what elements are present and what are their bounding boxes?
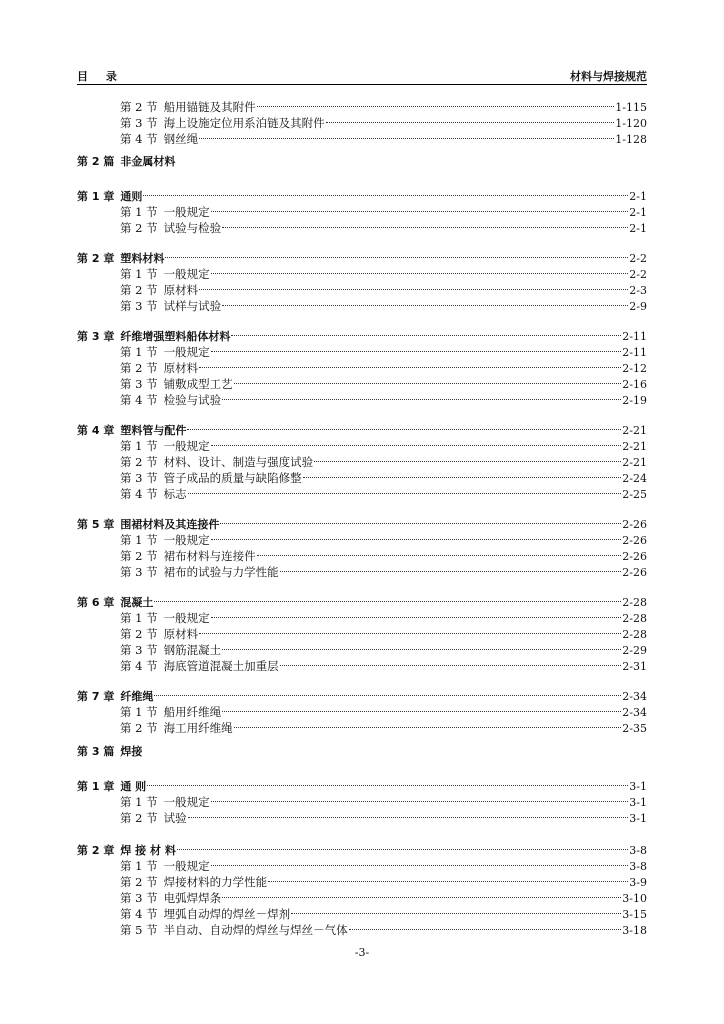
toc-entry-number: 第 4 节 — [120, 659, 158, 673]
toc-entry-title: 电弧焊焊条 — [163, 891, 222, 905]
header-left-title: 目 录 — [77, 70, 124, 83]
toc-dot-leader — [222, 384, 621, 400]
toc-section-entry — [120, 388, 647, 407]
toc-entry-title: 原材料 — [163, 627, 199, 641]
toc-entry-number: 第 1 节 — [120, 859, 158, 873]
toc-entry-title: 一般规定 — [163, 859, 210, 873]
toc-entry-number: 第 1 节 — [120, 345, 158, 359]
toc-dot-leader — [211, 850, 629, 866]
toc-dot-leader — [303, 462, 622, 478]
toc-entry-title: 标志 — [163, 487, 187, 501]
toc-entry-page: 3-1 — [629, 796, 647, 809]
toc-dot-leader — [222, 212, 628, 228]
toc-dot-leader — [222, 696, 621, 712]
toc-entry-page: 2-3 — [629, 284, 647, 297]
toc-dot-leader — [199, 618, 621, 634]
toc-entry-title: 焊接 — [120, 745, 143, 758]
toc-entry-title: 一般规定 — [163, 533, 210, 547]
toc-entry-title: 裙布的试验与力学性能 — [163, 565, 279, 579]
toc-dot-leader — [188, 478, 622, 494]
toc-dot-leader — [188, 802, 629, 818]
toc-entry-title: 原材料 — [163, 361, 199, 375]
toc-entry-title: 塑料材料 — [120, 252, 165, 265]
toc-entry-page: 3-15 — [622, 908, 647, 921]
toc-entry-page: 2-26 — [622, 534, 647, 547]
toc-entry-page: 2-11 — [622, 330, 647, 343]
toc-section-entry — [120, 806, 647, 825]
toc-entry-number: 第 2 节 — [120, 455, 158, 469]
toc-section-entry — [120, 127, 647, 146]
toc-entry-number: 第 3 节 — [120, 116, 158, 130]
toc-entry-title: 一般规定 — [163, 205, 210, 219]
toc-entry-title: 船用纤维绳 — [163, 705, 222, 719]
toc-entry-page: 2-2 — [629, 268, 647, 281]
toc-entry-number: 第 1 节 — [120, 205, 158, 219]
toc-dot-leader — [257, 91, 615, 107]
toc-dot-leader — [234, 368, 622, 384]
toc-entry-page: 2-31 — [622, 660, 647, 673]
toc-section-entry — [120, 216, 647, 235]
toc-entry-number: 第 2 节 — [120, 221, 158, 235]
toc-section-entry — [120, 918, 647, 937]
toc-entry-page: 2-28 — [622, 628, 647, 641]
toc-entry-number: 第 4 节 — [120, 487, 158, 501]
toc-dot-leader — [211, 196, 629, 212]
toc-dot-leader — [326, 107, 615, 123]
toc-entry-number: 第 1 节 — [120, 267, 158, 281]
toc-entry-title: 管子成品的质量与缺陷修整 — [163, 471, 302, 485]
toc-entry-number: 第 3 章 — [77, 330, 115, 343]
toc-entry-title: 原材料 — [163, 283, 199, 297]
toc-dot-leader — [231, 320, 621, 336]
toc-entry-page: 3-18 — [622, 924, 647, 937]
toc-entry-title: 一般规定 — [163, 267, 210, 281]
toc-entry-title: 通则 — [120, 190, 143, 203]
toc-dot-leader — [291, 898, 621, 914]
toc-entry-number: 第 4 节 — [120, 132, 158, 146]
toc-entry-page: 2-26 — [622, 550, 647, 563]
toc-dot-leader — [154, 680, 621, 696]
toc-dot-leader — [211, 430, 622, 446]
toc-dot-leader — [211, 258, 629, 274]
toc-entry-page: 2-28 — [622, 596, 647, 609]
toc-part-heading — [77, 744, 647, 759]
toc-entry-title: 试验 — [163, 811, 187, 825]
toc-entry-page: 3-8 — [629, 844, 647, 857]
toc-entry-title: 一般规定 — [163, 345, 210, 359]
toc-entry-page: 2-35 — [622, 722, 647, 735]
toc-dot-leader — [211, 602, 622, 618]
toc-dot-leader — [154, 586, 621, 602]
toc-dot-leader — [199, 274, 628, 290]
toc-entry-page: 3-10 — [622, 892, 647, 905]
toc-entry-page: 2-25 — [622, 488, 647, 501]
toc-entry-page: 2-19 — [622, 394, 647, 407]
toc-entry-number: 第 1 章 — [77, 780, 115, 793]
toc-entry-number: 第 1 节 — [120, 533, 158, 547]
toc-entry-page: 2-9 — [629, 300, 647, 313]
toc-entry-number: 第 3 节 — [120, 471, 158, 485]
toc-entry-title: 试验与检验 — [163, 221, 222, 235]
page-number: -3- — [354, 946, 370, 959]
toc-entry-page: 2-21 — [622, 456, 647, 469]
toc-dot-leader — [199, 123, 614, 139]
toc-dot-leader — [268, 866, 628, 882]
toc-entry-title: 试样与试验 — [163, 299, 222, 313]
toc-entry-number: 第 2 节 — [120, 361, 158, 375]
toc-entry-number: 第 3 节 — [120, 377, 158, 391]
toc-entry-title: 海底管道混凝土加重层 — [163, 659, 279, 673]
toc-entry-title: 一般规定 — [163, 611, 210, 625]
toc-entry-page: 2-29 — [622, 644, 647, 657]
toc-entry-number: 第 2 节 — [120, 721, 158, 735]
toc-entry-page: 2-1 — [629, 206, 647, 219]
toc-entry-page: 2-21 — [622, 424, 647, 437]
toc-entry-number: 第 5 节 — [120, 923, 158, 937]
toc-entry-page: 2-2 — [629, 252, 647, 265]
toc-dot-leader — [222, 290, 628, 306]
toc-entry-number: 第 1 节 — [120, 795, 158, 809]
toc-section-entry — [120, 560, 647, 579]
toc-entry-number: 第 3 篇 — [77, 745, 115, 758]
toc-entry-number: 第 2 章 — [77, 252, 115, 265]
toc-entry-number: 第 2 节 — [120, 283, 158, 297]
toc-entry-number: 第 2 节 — [120, 100, 158, 114]
toc-entry-page: 1-128 — [615, 133, 647, 146]
toc-entry-number: 第 7 章 — [77, 690, 115, 703]
toc-entry-number: 第 4 章 — [77, 424, 115, 437]
toc-dot-leader — [199, 352, 621, 368]
toc-dot-leader — [211, 786, 629, 802]
toc-entry-page: 2-11 — [622, 346, 647, 359]
toc-entry-title: 混凝土 — [120, 596, 154, 609]
toc-entry-number: 第 2 节 — [120, 627, 158, 641]
toc-entry-number: 第 2 节 — [120, 875, 158, 889]
toc-entry-number: 第 5 章 — [77, 518, 115, 531]
toc-dot-leader — [143, 180, 628, 196]
toc-entry-title: 一般规定 — [163, 439, 210, 453]
toc-dot-leader — [187, 414, 621, 430]
toc-entry-page: 2-1 — [629, 222, 647, 235]
toc-entry-title: 塑料管与配件 — [120, 424, 187, 437]
toc-entry-title: 船用锚链及其附件 — [163, 100, 256, 114]
toc-dot-leader — [222, 882, 621, 898]
toc-entry-page: 2-26 — [622, 518, 647, 531]
toc-entry-title: 焊 接 材 料 — [120, 844, 176, 857]
toc-entry-title: 检验与试验 — [163, 393, 222, 407]
toc-entry-title: 海工用纤维绳 — [163, 721, 233, 735]
header-right-title: 材料与焊接规范 — [570, 70, 647, 83]
toc-dot-leader — [220, 508, 621, 524]
toc-section-entry — [120, 654, 647, 673]
toc-entry-title: 钢筋混凝土 — [163, 643, 222, 657]
toc-entry-number: 第 2 节 — [120, 811, 158, 825]
toc-entry-page: 2-12 — [622, 362, 647, 375]
toc-section-entry — [120, 482, 647, 501]
toc-dot-leader — [349, 914, 622, 930]
toc-dot-leader — [211, 524, 622, 540]
toc-entry-page: 2-34 — [622, 706, 647, 719]
toc-entry-number: 第 2 章 — [77, 844, 115, 857]
toc-part-heading — [77, 154, 647, 169]
toc-entry-page: 2-1 — [629, 190, 647, 203]
toc-entry-number: 第 3 节 — [120, 565, 158, 579]
toc-section-entry — [120, 716, 647, 735]
toc-entry-page: 1-115 — [615, 101, 647, 114]
toc-entry-number: 第 1 节 — [120, 439, 158, 453]
toc-entry-number: 第 3 节 — [120, 299, 158, 313]
toc-entry-title: 纤维增强塑料船体材料 — [120, 330, 231, 343]
toc-entry-page: 2-34 — [622, 690, 647, 703]
toc-entry-number: 第 3 节 — [120, 643, 158, 657]
toc-entry-number: 第 6 章 — [77, 596, 115, 609]
toc-entry-title: 铺敷成型工艺 — [163, 377, 233, 391]
toc-entry-page: 1-120 — [615, 117, 647, 130]
toc-dot-leader — [165, 242, 628, 258]
toc-dot-leader — [222, 634, 621, 650]
toc-entry-title: 埋弧自动焊的焊丝－焊剂 — [163, 907, 291, 921]
toc-dot-leader — [280, 556, 622, 572]
toc-entry-number: 第 1 节 — [120, 611, 158, 625]
toc-entry-page: 2-21 — [622, 440, 647, 453]
toc-entry-title: 一般规定 — [163, 795, 210, 809]
toc-entry-page: 2-24 — [622, 472, 647, 485]
toc-dot-leader — [147, 770, 628, 786]
toc-entry-title: 海上设施定位用系泊链及其附件 — [163, 116, 325, 130]
toc-entry-number: 第 2 节 — [120, 549, 158, 563]
toc-entry-page: 3-8 — [629, 860, 647, 873]
toc-entry-page: 3-9 — [629, 876, 647, 889]
toc-entry-number: 第 1 章 — [77, 190, 115, 203]
toc-entry-page: 2-26 — [622, 566, 647, 579]
toc-entry-title: 焊接材料的力学性能 — [163, 875, 268, 889]
toc-entry-title: 钢丝绳 — [163, 132, 199, 146]
toc-entry-title: 裙布材料与连接件 — [163, 549, 256, 563]
toc-dot-leader — [177, 834, 628, 850]
toc-entry-title: 半自动、自动焊的焊丝与焊丝－气体 — [163, 923, 348, 937]
toc-entry-page: 2-28 — [622, 612, 647, 625]
toc-entry-page: 3-1 — [629, 780, 647, 793]
toc-dot-leader — [257, 540, 622, 556]
toc-section-entry — [120, 294, 647, 313]
toc-entry-title: 通 则 — [120, 780, 147, 793]
toc-entry-title: 纤维绳 — [120, 690, 154, 703]
toc-entry-title: 围裙材料及其连接件 — [120, 518, 220, 531]
toc-entry-number: 第 4 节 — [120, 393, 158, 407]
toc-dot-leader — [211, 336, 622, 352]
toc-entry-title: 材料、设计、制造与强度试验 — [163, 455, 314, 469]
toc-dot-leader — [314, 446, 621, 462]
toc-entry-page: 3-1 — [629, 812, 647, 825]
toc-entry-number: 第 4 节 — [120, 907, 158, 921]
toc-dot-leader — [234, 712, 622, 728]
toc-entry-title: 非金属材料 — [120, 155, 176, 168]
toc-entry-page: 2-16 — [622, 378, 647, 391]
toc-entry-number: 第 2 篇 — [77, 155, 115, 168]
toc-dot-leader — [280, 650, 622, 666]
toc-entry-number: 第 3 节 — [120, 891, 158, 905]
toc-entry-number: 第 1 节 — [120, 705, 158, 719]
